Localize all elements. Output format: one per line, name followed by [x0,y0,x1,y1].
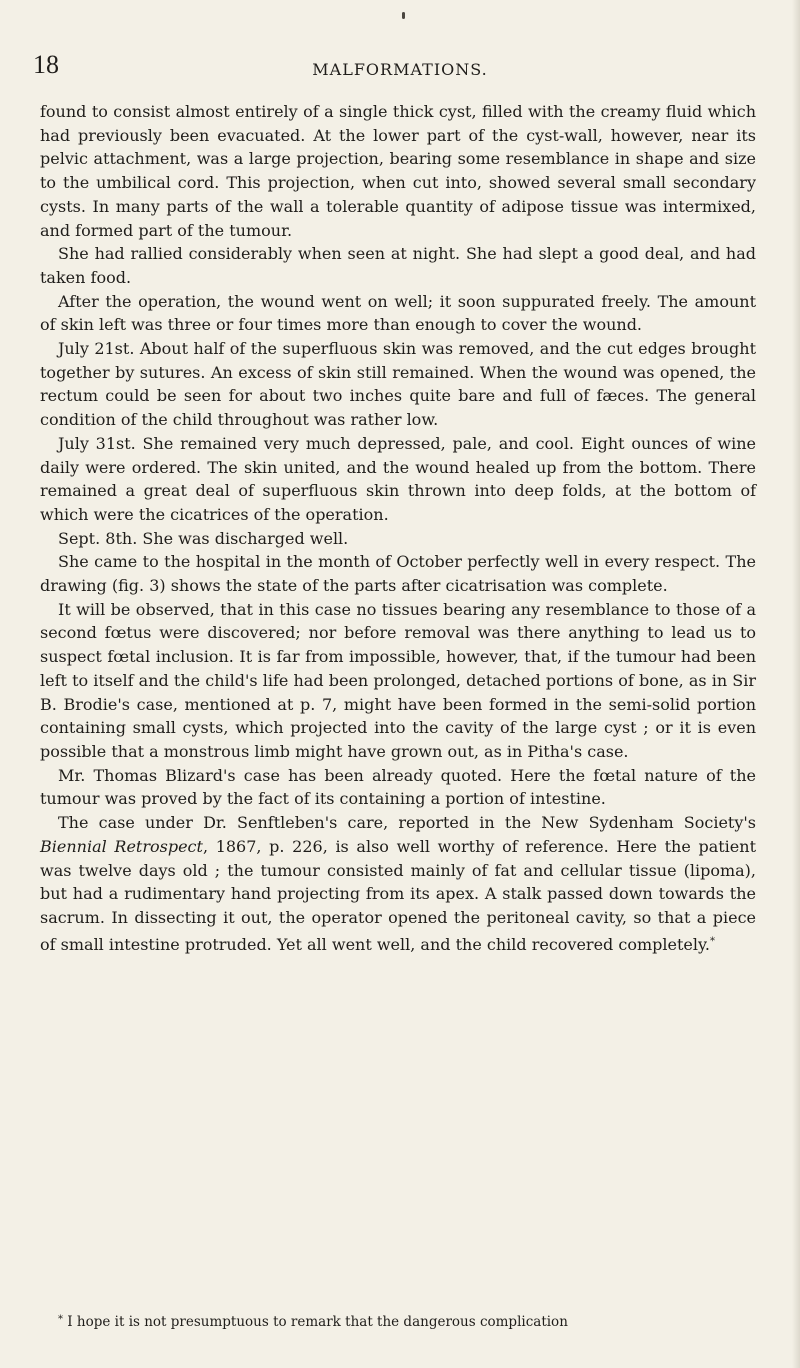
paragraph-july-21: July 21st. About half of the superfluous skin was removed, and the cut edges brought together by sutures. An excess of skin still remained. When the wound was opened, the rectum could be seen for about two inches quite bare and full of fæces. The general condition of the child throughout was rather low. [40,339,756,430]
page-edge-shadow [792,0,800,1368]
paragraph-blizard: Mr. Thomas Blizard's case has been already quoted. Here the fœtal nature of the tumour was proved by the fact of its containing a portion of intestine. [40,765,756,809]
paragraph-october: She came to the hospital in the month of October perfectly well in every respect. The drawing (fig. 3) shows the state of the parts after cicatrisation was complete. [40,552,756,596]
senftleben-text-start: The case under Dr. Senftleben's care, reported in the New Sydenham Society's [58,813,756,833]
journal-title: Biennial Retrospect [40,836,203,856]
paragraph-rallied: She had rallied considerably when seen at night. She had slept a good deal, and had taken food. [40,244,756,287]
running-title: MALFORMATIONS. [312,60,488,79]
paragraph-sept-8: Sept. 8th. She was discharged well. [58,528,349,548]
footnote [40,1311,756,1331]
paragraph-cyst-description: found to consist almost entirely of a single thick cyst, filled with the creamy fluid which had previously been evacuated. At the lower part of the cyst-wall, however, near its pelvic attachment, was a large projection, bearing some resemblance in shape and size to the umbilical cord. This projection, when cut into, showed several small secondary cysts. In many parts of the wall a tolerable quantity of adipose tissue was intermixed, and formed part of the tumour. [40,102,756,240]
paragraph-senftleben [40,811,756,956]
footnote-marker: * [58,1314,63,1325]
paragraph-observation: It will be observed, that in this case no tissues bearing any resemblance to those of a second fœtus were discovered; nor before removal was there anything to lead us to suspect fœtal inclusion. It is far from impossible, however, that, if the tumour had been left to itself and the child's life had been prolonged, detached portions of bone, as in Sir B. Brodie's case, mentioned at p. 7, might have been formed in the semi-solid portion containing small cysts, which projected into the cavity of the large cyst ; or it is even possible that a monstrous limb might have grown out, as in Pitha's case. [40,599,756,761]
footnote-text: I hope it is not presumptuous to remark that the dangerous complication [67,1314,568,1330]
body-text [40,100,756,956]
print-speck [402,12,405,19]
senftleben-text-end: , 1867, p. 226, is also well worthy of reference. Here the patient was twelve days old ; the tumour consisted mainly of fat and cellular tissue (lipoma), but had a rudimentary hand projecting from its apex. A stalk passed down towards the sacrum. In dissecting it out, the operator opened the peritoneal cavity, so that a piece of small intestine protruded. Yet all went well, and the child recovered completely. [40,836,756,954]
paragraph-after-operation: After the operation, the wound went on well; it soon suppurated freely. The amount of skin left was three or four times more than enough to cover the wound. [40,291,756,335]
footnote-reference: * [709,935,715,947]
paragraph-july-31: July 31st. She remained very much depressed, pale, and cool. Eight ounces of wine daily were ordered. The skin united, and the wound healed up from the bottom. There remained a great deal of superfluous skin thrown into deep folds, at the bottom of which were the cicatrices of the operation. [40,433,756,524]
page-number: 18 [33,50,59,79]
